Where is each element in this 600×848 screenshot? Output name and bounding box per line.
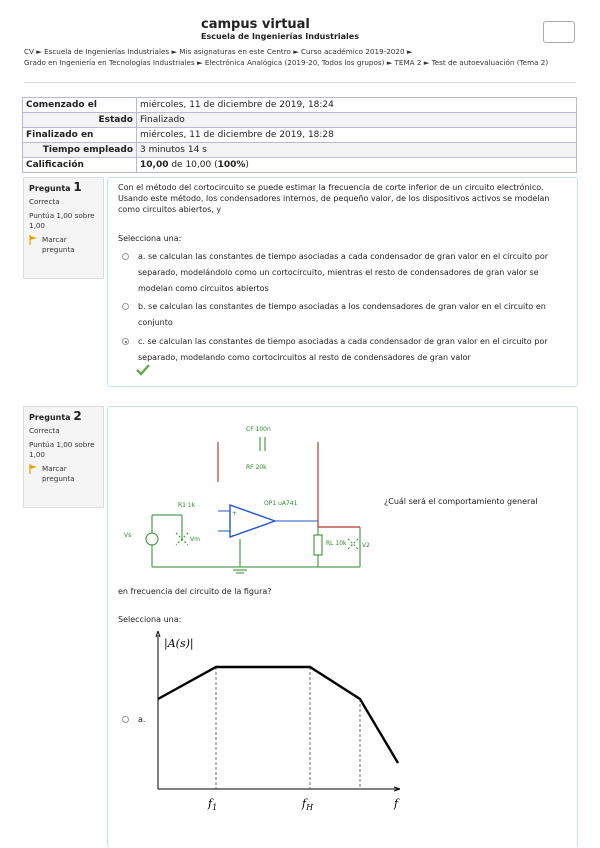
question-grade: Puntúa 1,00 sobre 1,00 — [29, 440, 95, 459]
breadcrumb-separator: ► — [406, 47, 413, 56]
question-number-value: 2 — [73, 409, 82, 423]
breadcrumb — [24, 46, 564, 68]
radio-button-selected[interactable] — [122, 338, 129, 345]
question-state: Correcta — [29, 426, 60, 435]
option-label — [138, 249, 567, 297]
label-r1: R1 1k — [178, 502, 196, 509]
summary-value — [137, 158, 577, 173]
grade-close: ) — [245, 160, 249, 170]
label-vs: Vs — [124, 532, 132, 539]
flag-label: Marcar pregunta — [42, 235, 75, 254]
summary-value: Finalizado — [137, 113, 577, 128]
summary-value: 3 minutos 14 s — [137, 143, 577, 158]
breadcrumb-separator: ► — [423, 58, 430, 67]
answer-option-b[interactable] — [122, 299, 567, 331]
label-minus: - — [232, 532, 235, 539]
summary-value: miércoles, 11 de diciembre de 2019, 18:24 — [137, 98, 577, 113]
flag-question-link[interactable] — [29, 235, 98, 255]
correct-check-icon — [136, 364, 150, 376]
answer-prompt: Selecciona una: — [118, 615, 182, 624]
label-cf: CF 100n — [246, 426, 271, 433]
summary-label: Comenzado el — [23, 98, 137, 113]
grade-percent: 100% — [217, 160, 246, 170]
option-text: se calculan las constantes de tiempo asociadas a los condensadores de gran valor en el circuito en conjunto — [138, 302, 546, 327]
option-letter: a. — [138, 715, 146, 724]
frequency-response-graph — [148, 629, 418, 829]
summary-value: miércoles, 11 de diciembre de 2019, 18:28 — [137, 128, 577, 143]
menu-toggle-button[interactable] — [543, 21, 575, 43]
label-vm: Vm — [190, 536, 200, 543]
x-tick-label-fh: $f_H$ — [302, 797, 314, 812]
question-number — [29, 182, 98, 194]
flag-icon — [29, 235, 38, 245]
question-1-content — [107, 177, 578, 387]
site-title[interactable]: campus virtual — [201, 17, 310, 32]
option-label — [138, 334, 567, 366]
question-text-part2: en frecuencia del circuito de la figura? — [118, 587, 272, 596]
breadcrumb-item[interactable]: TEMA 2 — [394, 58, 422, 67]
breadcrumb-item[interactable]: Mis asignaturas en este Centro — [179, 47, 291, 56]
flag-question-link[interactable] — [29, 464, 98, 484]
question-grade: Puntúa 1,00 sobre 1,00 — [29, 211, 95, 230]
question-text: Con el método del cortocircuito se puede estimar la frecuencia de corte inferior de un circuito electrónico. Usando este método, los condensadores internos, de pequeño valor, de los dispositivos activos se modelan como circuitos abiertos, y — [118, 183, 550, 214]
option-text: se calculan las constantes de tiempo asociadas a cada condensador de gran valor en el circuito por separado, modelándolo como un cortocircuito, mientras el resto de condensadores de gran valor se modelan como circuitos abiertos — [138, 252, 548, 293]
breadcrumb-item[interactable]: Curso académico 2019-2020 — [301, 47, 405, 56]
answer-prompt: Selecciona una: — [118, 234, 182, 243]
summary-label: Tiempo empleado — [23, 143, 137, 158]
flag-icon — [29, 464, 38, 474]
summary-label: Calificación — [23, 158, 137, 173]
question-state: Correcta — [29, 197, 60, 206]
option-text: se calculan las constantes de tiempo asociadas a cada condensador de gran valor en el circuito por separado, modelando como cortocircuitos al resto de condensadores de gran valor — [138, 337, 548, 362]
question-2-info — [23, 406, 104, 508]
breadcrumb-item[interactable]: Test de autoevaluación (Tema 2) — [431, 58, 549, 67]
radio-button[interactable] — [122, 253, 129, 260]
x-axis-label: f — [394, 797, 399, 810]
breadcrumb-item[interactable]: Grado en Ingeniería en Tecnologías Industriales — [24, 58, 195, 67]
question-1-info — [23, 177, 104, 279]
answer-option-a[interactable] — [122, 249, 567, 297]
voltage-source-vs — [146, 533, 158, 545]
header-divider — [24, 82, 576, 83]
grade-total: de 10,00 ( — [171, 160, 218, 170]
resistor-rl — [314, 535, 322, 555]
breadcrumb-item[interactable]: CV — [24, 47, 34, 56]
question-2-content — [107, 406, 578, 848]
option-letter: a. — [138, 252, 146, 261]
question-label: Pregunta — [29, 184, 71, 193]
summary-label: Estado — [23, 113, 137, 128]
radio-button[interactable] — [122, 303, 129, 310]
label-opamp: OP1 uA741 — [264, 500, 298, 507]
breadcrumb-separator: ► — [197, 58, 203, 67]
label-rl: RL 10k — [326, 540, 347, 547]
question-text-part1: ¿Cuál será el comportamiento general — [384, 497, 538, 506]
label-rf: RF 20k — [246, 464, 267, 471]
breadcrumb-item[interactable]: Escuela de Ingenierías Industriales — [44, 47, 170, 56]
breadcrumb-separator: ► — [171, 47, 177, 56]
option-label — [138, 299, 567, 331]
radio-button[interactable] — [122, 716, 129, 723]
answer-option-c[interactable] — [122, 334, 567, 366]
question-number-value: 1 — [73, 180, 82, 194]
attempt-summary-table — [22, 97, 577, 173]
option-letter: c. — [138, 337, 145, 346]
x-tick-label-f1: $f_1$ — [208, 797, 218, 812]
option-letter: b. — [138, 302, 146, 311]
label-v2: V2 — [362, 542, 370, 549]
breadcrumb-separator: ► — [293, 47, 299, 56]
y-axis-label: |A(s)| — [164, 637, 194, 650]
flag-label: Marcar pregunta — [42, 464, 75, 483]
question-label: Pregunta — [29, 413, 71, 422]
site-subtitle: Escuela de Ingenierías Industriales — [201, 32, 359, 41]
question-number — [29, 411, 98, 423]
grade-value: 10,00 — [140, 160, 169, 170]
circuit-diagram — [120, 417, 390, 582]
breadcrumb-item[interactable]: Electrónica Analógica (2019-20, Todos los grupos) — [204, 58, 385, 67]
gain-curve — [158, 667, 398, 763]
breadcrumb-separator: ► — [386, 58, 393, 67]
breadcrumb-separator: ► — [36, 47, 42, 56]
summary-label: Finalizado en — [23, 128, 137, 143]
label-plus: + — [232, 510, 238, 517]
